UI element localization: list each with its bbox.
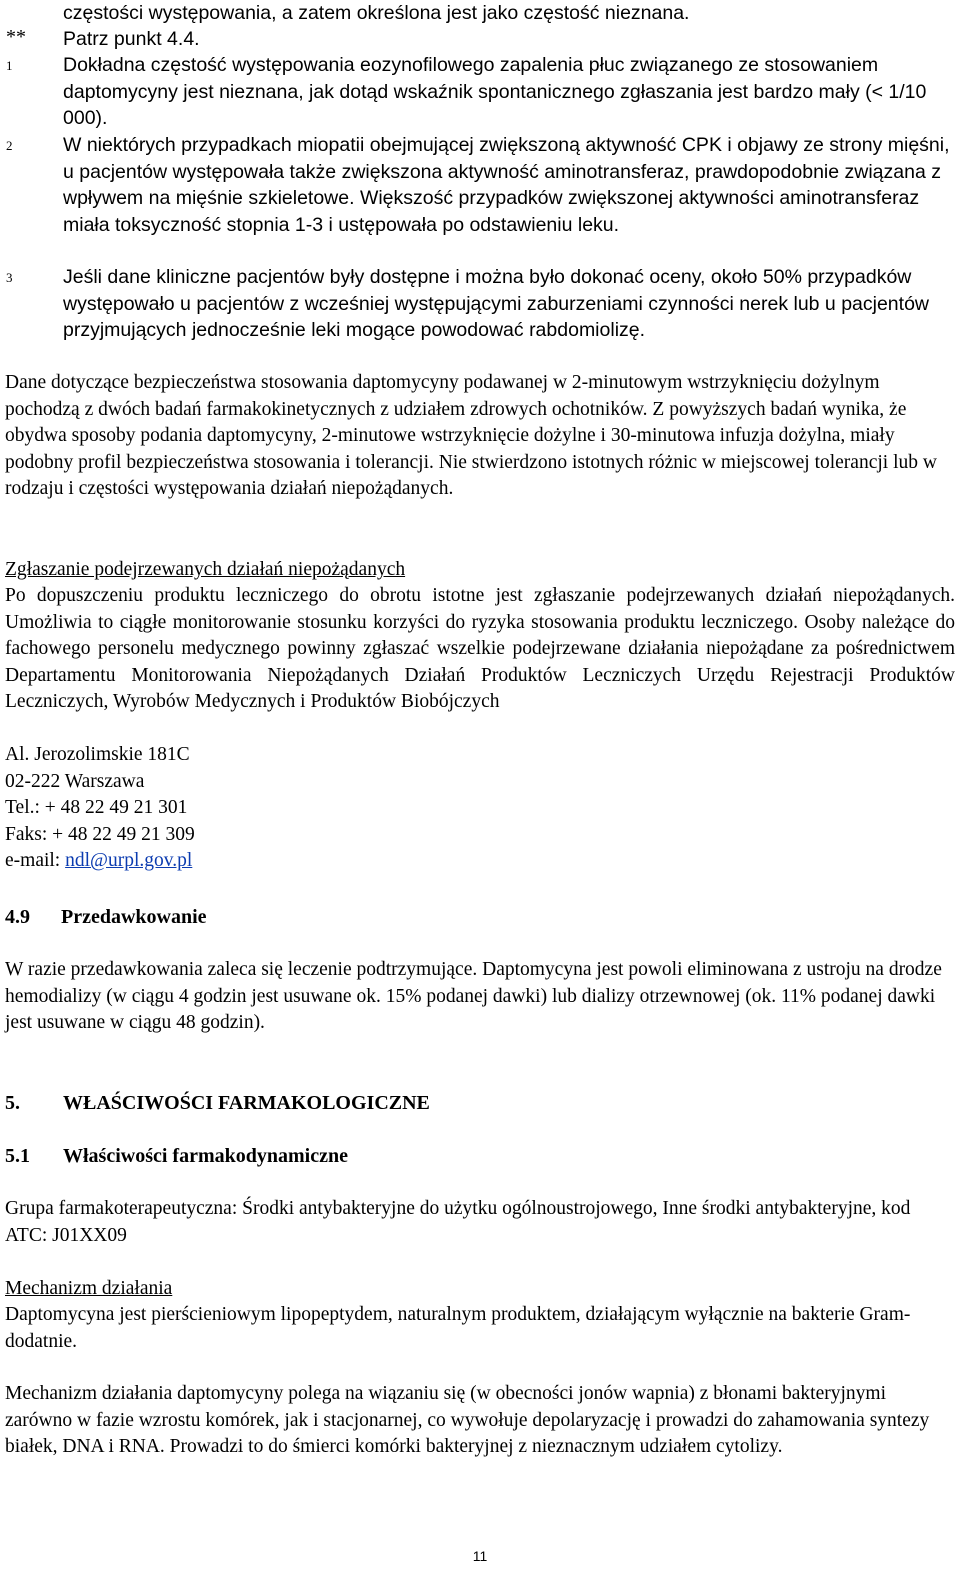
address-line: Al. Jerozolimskie 181C [5,744,190,765]
mechanism-paragraph-1: Daptomycyna jest pierścieniowym lipopeptydem, naturalnym produktem, działającym wyłącznie na bakterie Gram-dodatnie. [5,1304,911,1352]
footnote-text: częstości występowania, a zatem określona jest jako częstość nieznana. [63,2,690,24]
reporting-body: Po dopuszczeniu produktu leczniczego do obrotu istotne jest zgłaszanie podejrzewanych działań niepożądanych. Umożliwia to ciągłe monitorowanie stosunku korzyści do ryzyka stosowania produktu leczniczego. Osoby należące do fachowego personelu medycznego powinny zgłaszać wszelkie podejrzewane działania niepożądane za pośrednictwem Departamentu Monitorowania Niepożądanych Działań Produktów Leczniczych Urzędu Rejestracji Produktów Leczniczych, Wyrobów Medycznych i Produktów Biobójczych [5,585,955,712]
address-line: 02-222 Warszawa [5,770,145,792]
footnote-text: Patrz punkt 4.4. [63,28,200,50]
overdose-paragraph: W razie przedawkowania zaleca się leczenie podtrzymujące. Daptomycyna jest powoli eliminowana z ustroju na drodze hemodializy (w ciągu 4 godzin jest usuwane ok. 15% podanej dawki) lub dializy otrzewnowej (ok. 11% podanej dawki jest usuwane w ciągu 48 godzin). [5,959,942,1033]
mechanism-heading: Mechanizm działania [5,1278,173,1299]
reporting-heading: Zgłaszanie podejrzewanych działań niepożądanych [5,559,406,580]
email-line [5,848,955,875]
section-number: 4.9 [5,906,30,928]
footnote-text: Jeśli dane kliniczne pacjentów były dostępne i można było dokonać oceny, około 50% przypadków występowało u pacjentów z wcześniej występującymi zaburzeniami czynności nerek lub u pacjentów przyjmujących jednocześnie leki mogące powodować rabdomiolizę. [63,266,929,341]
footnote-mark: 3 [6,270,13,285]
section-number: 5. [5,1092,20,1114]
section-heading-5-1 [5,1143,348,1169]
section-title: Przedawkowanie [61,906,207,928]
footnote-mark: 2 [6,138,13,153]
page-number: 11 [472,1548,488,1564]
footnote-text: W niektórych przypadkach miopatii obejmującej zwiększoną aktywność CPK i objawy ze strony mięśni, u pacjentów występowała także zwiększona aktywność aminotransferaz, prawdopodobnie związana z wpływem na mięśnie szkieletowe. Większość przypadków zwiększonej aktywności aminotransferaz miała toksyczność stopnia 1-3 i ustępowała po odstawieniu leku. [63,134,950,236]
section-heading-5 [5,1090,430,1116]
footnote-mark: ** [6,26,26,48]
address-block [5,742,955,875]
phone-line: Tel.: + 48 22 49 21 301 [5,797,188,818]
safety-paragraph: Dane dotyczące bezpieczeństwa stosowania daptomycyny podawanej w 2-minutowym wstrzyknięciu dożylnym pochodzą z dwóch badań farmakokinetycznych z udziałem zdrowych ochotników. Z powyższych badań wynika, że obydwa sposoby podania daptomycyny, 2-minutowe wstrzyknięcie dożylne i 30-minutowa infuzja dożylna, miały podobny profil bezpieczeństwa stosowania i tolerancji. Nie stwierdzono istotnych różnic w miejscowej tolerancji lub w rodzaju i częstości występowania działań niepożądanych. [5,372,937,499]
section-heading-4-9 [5,904,207,930]
section-number: 5.1 [5,1145,30,1167]
section-title: Właściwości farmakodynamiczne [63,1145,348,1167]
footnote-mark: 1 [6,58,13,73]
mechanism-paragraph-2: Mechanizm działania daptomycyny polega na wiązaniu się (w obecności jonów wapnia) z błonami bakteryjnymi zarówno w fazie wzrostu komórek, jak i stacjonarnej, co wywołuje depolaryzację i prowadzi do zahamowania syntezy białek, DNA i RNA. Prowadzi to do śmierci komórki bakteryjnej z nieznacznym udziałem cytolizy. [5,1383,930,1457]
footnote-text: Dokładna częstość występowania eozynofilowego zapalenia płuc związanego ze stosowaniem daptomycyny jest nieznana, jak dotąd wskaźnik spontanicznego zgłaszania jest bardzo mały (< 1/10 000). [63,54,927,129]
section-title: WŁAŚCIWOŚCI FARMAKOLOGICZNE [63,1092,430,1114]
email-label: e-mail: [5,850,66,871]
pharmacotherapeutic-group: Grupa farmakoterapeutyczna: Środki antybakteryjne do użytku ogólnoustrojowego, Inne środki antybakteryjne, kod ATC: J01XX09 [5,1198,911,1246]
email-link[interactable]: ndl@urpl.gov.pl [65,850,193,871]
fax-line: Faks: + 48 22 49 21 309 [5,823,195,845]
